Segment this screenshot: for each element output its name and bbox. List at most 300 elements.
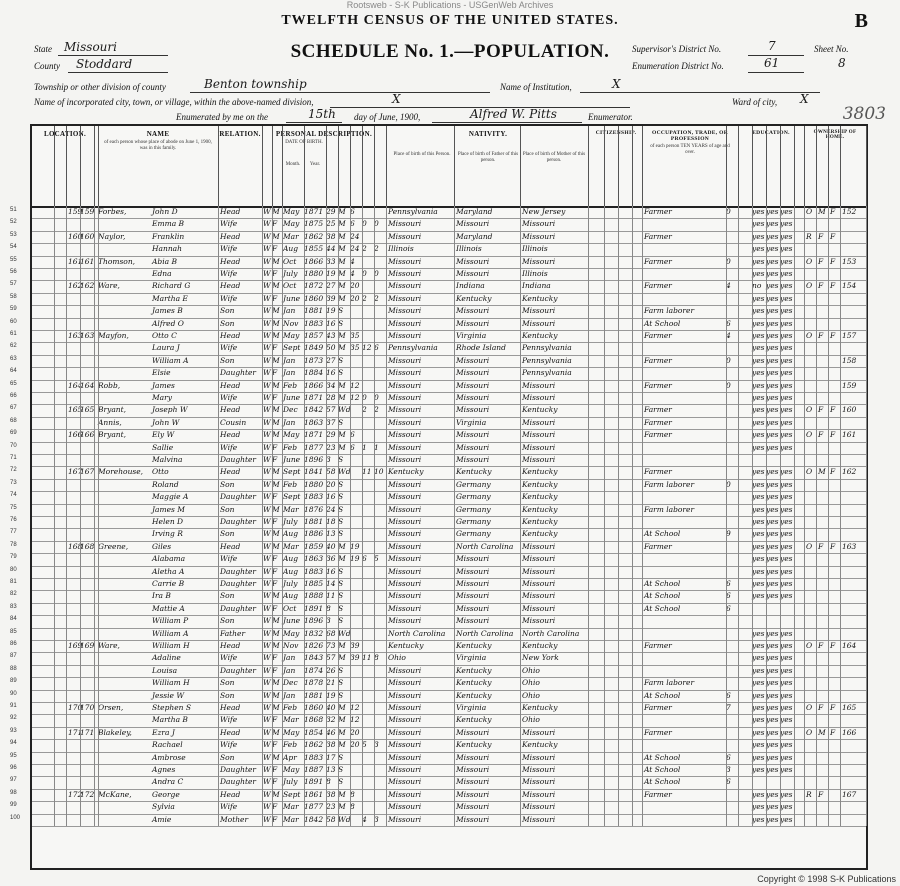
cell-occ: Farmer xyxy=(644,405,672,415)
cell-ms: M xyxy=(338,256,346,266)
cell-r: yes xyxy=(752,579,765,588)
cell-r: yes xyxy=(752,231,765,241)
cell-fm: F xyxy=(818,789,824,799)
cell-sur: Forbes, xyxy=(98,207,127,216)
cell-r: yes xyxy=(752,628,765,638)
cell-r: yes xyxy=(752,479,765,489)
cell-c: W xyxy=(263,269,271,278)
cell-rel: Wife xyxy=(220,554,238,564)
cell-mo: June xyxy=(283,616,301,626)
cell-li: 8 xyxy=(374,653,379,663)
cell-w: yes xyxy=(766,814,779,824)
cell-hf: F xyxy=(830,541,836,551)
cell-m: Kentucky xyxy=(522,504,558,514)
census-table xyxy=(30,124,868,870)
cell-yrs: 39 xyxy=(350,641,360,650)
cell-sp: yes xyxy=(780,281,793,291)
cell-w: yes xyxy=(766,765,779,774)
cell-p: Missouri xyxy=(388,219,422,229)
cell-occ: Farmer xyxy=(644,417,672,427)
cell-ms: S xyxy=(338,504,344,514)
cell-c: W xyxy=(263,765,271,774)
cell-fn: 163 xyxy=(842,541,857,551)
cell-yr: 1855 xyxy=(304,244,324,254)
cell-hf: F xyxy=(830,405,836,415)
cell-mo: May xyxy=(283,219,300,229)
cell-given: Amie xyxy=(152,814,172,824)
enum-label: Enumerated by me on the xyxy=(176,112,268,122)
cell-age: 27 xyxy=(326,281,336,291)
cell-fn: 162 xyxy=(842,467,857,477)
cell-f: North Carolina xyxy=(456,628,514,638)
cell-rel: Head xyxy=(220,380,241,390)
cell-e1: 0 xyxy=(726,380,731,390)
table-row xyxy=(32,442,866,455)
cell-mo: Jan xyxy=(283,690,296,700)
cell-f: Missouri xyxy=(456,579,490,588)
cell-sp: yes xyxy=(780,690,793,700)
cell-fn: 166 xyxy=(842,727,857,737)
cell-yrs: 6 xyxy=(350,442,355,452)
cell-ms: S xyxy=(338,318,344,328)
cell-f: Missouri xyxy=(456,802,490,812)
cell-yr: 1860 xyxy=(304,293,324,303)
cell-sp: yes xyxy=(780,479,793,489)
cell-fn: 164 xyxy=(842,641,857,650)
cell-given: John W xyxy=(152,417,180,427)
cell-hf: F xyxy=(830,231,836,241)
cell-yr: 1859 xyxy=(304,541,324,551)
cell-rel: Wife xyxy=(220,740,238,750)
cell-age: 23 xyxy=(326,442,336,452)
cell-f: Kentucky xyxy=(456,715,492,725)
cell-w: yes xyxy=(766,653,779,663)
table-row xyxy=(32,256,866,269)
cell-sp: yes xyxy=(780,318,793,328)
cell-w: yes xyxy=(766,703,779,712)
cell-sp: yes xyxy=(780,591,793,601)
cell-ms: M xyxy=(338,740,346,750)
cell-p: Missouri xyxy=(388,727,422,737)
table-header xyxy=(32,126,866,208)
cell-m: Missouri xyxy=(522,442,556,452)
row-number: 79 xyxy=(10,554,17,561)
cell-f: Missouri xyxy=(456,368,490,378)
cell-r: yes xyxy=(752,715,765,725)
cell-f: Maryland xyxy=(456,231,493,241)
cell-mo: Sept xyxy=(283,492,301,502)
cell-given: Mary xyxy=(152,393,172,402)
row-number: 94 xyxy=(10,740,17,747)
cell-r: yes xyxy=(752,504,765,514)
cell-ms: M xyxy=(338,442,346,452)
cell-sp: yes xyxy=(780,554,793,564)
cell-p: Missouri xyxy=(388,789,422,799)
cell-age: 19 xyxy=(326,306,336,316)
cell-age: 19 xyxy=(326,690,336,700)
cell-e1: 6 xyxy=(726,603,731,613)
cell-ms: S xyxy=(338,665,344,675)
cell-m: Missouri xyxy=(522,417,556,427)
cell-sp: yes xyxy=(780,789,793,799)
row-number: 76 xyxy=(10,517,17,523)
row-number: 68 xyxy=(10,417,17,424)
cell-p: Missouri xyxy=(388,690,422,700)
cell-r: yes xyxy=(752,566,765,576)
cell-age: 68 xyxy=(326,628,336,638)
cell-sp: yes xyxy=(780,715,793,725)
cell-yr: 1832 xyxy=(304,628,324,638)
cell-w: yes xyxy=(766,504,779,514)
cell-given: James B xyxy=(152,306,183,316)
cell-m: Missouri xyxy=(522,802,556,812)
cell-rel: Daughter xyxy=(220,517,256,526)
cell-r: yes xyxy=(752,541,765,551)
row-number: 91 xyxy=(10,703,17,709)
cell-mo: Mar xyxy=(283,802,299,812)
cell-yr: 1854 xyxy=(304,727,324,737)
cell-age: 16 xyxy=(326,492,336,502)
cell-rel: Daughter xyxy=(220,492,256,502)
cell-dw: 159 xyxy=(68,207,83,216)
cell-s: M xyxy=(272,331,280,340)
row-number: 80 xyxy=(10,566,17,573)
cell-yr: 1841 xyxy=(304,467,324,477)
cell-f: Maryland xyxy=(456,207,493,216)
cell-given: Agnes xyxy=(152,765,176,774)
cell-s: F xyxy=(272,368,278,378)
cell-occ: Farmer xyxy=(644,256,672,266)
cell-m: Ohio xyxy=(522,678,540,688)
cell-rel: Daughter xyxy=(220,603,256,613)
cell-hf: F xyxy=(830,430,836,440)
cell-ms: M xyxy=(338,802,346,812)
cell-sp: yes xyxy=(780,740,793,750)
cell-fn: 152 xyxy=(842,207,857,216)
cell-ms: S xyxy=(338,579,344,588)
cell-yr: 1881 xyxy=(304,306,324,316)
cell-mo: July xyxy=(283,269,298,278)
cell-yrs: 24 xyxy=(350,231,360,241)
header-year: Year. xyxy=(309,162,321,167)
cell-mo: June xyxy=(283,393,301,402)
cell-fm: F xyxy=(818,541,824,551)
cell-w: yes xyxy=(766,343,779,353)
cell-mb: 11 xyxy=(362,467,372,477)
cell-m: Missouri xyxy=(522,306,556,316)
cell-f: Missouri xyxy=(456,219,490,229)
cell-r: yes xyxy=(752,244,765,254)
cell-rel: Son xyxy=(220,306,235,316)
cell-ms: S xyxy=(338,455,344,464)
cell-rel: Mother xyxy=(220,814,249,824)
cell-p: Missouri xyxy=(388,281,422,291)
cell-rel: Head xyxy=(220,331,241,340)
cell-rel: Wife xyxy=(220,219,238,229)
header-occ-sub: of each person TEN YEARS of age and over. xyxy=(650,144,730,155)
row-number: 82 xyxy=(10,591,17,598)
cell-rel: Son xyxy=(220,504,235,514)
cell-sp: yes xyxy=(780,442,793,452)
table-row xyxy=(32,640,866,653)
cell-occ: Farmer xyxy=(644,231,672,241)
cell-given: Edna xyxy=(152,269,172,278)
cell-occ: Farmer xyxy=(644,789,672,799)
cell-sp: yes xyxy=(780,641,793,650)
cell-sur: Bryant, xyxy=(98,405,127,415)
cell-sur: Ware, xyxy=(98,641,120,650)
cell-rel: Son xyxy=(220,355,235,365)
cell-ms: M xyxy=(338,703,346,712)
cell-fam: 168 xyxy=(80,541,95,551)
cell-rel: Head xyxy=(220,541,241,551)
cell-occ: At School xyxy=(644,591,681,601)
table-row xyxy=(32,776,866,789)
cell-fam: 169 xyxy=(80,641,95,650)
cell-s: M xyxy=(272,430,280,440)
cell-given: Aletha A xyxy=(152,566,185,576)
cell-mo: Aug xyxy=(283,244,299,254)
cell-yrs: 20 xyxy=(350,740,360,750)
cell-w: yes xyxy=(766,641,779,650)
cell-fam: 167 xyxy=(80,467,95,477)
cell-sp: yes xyxy=(780,355,793,365)
row-number: 60 xyxy=(10,318,17,325)
cell-mb: 1 xyxy=(362,442,367,452)
cell-s: M xyxy=(272,789,280,799)
row-number: 95 xyxy=(10,752,17,759)
cell-occ: Farm laborer xyxy=(644,678,695,688)
cell-p: Missouri xyxy=(388,455,422,464)
cell-p: Pennsylvania xyxy=(388,343,438,353)
cell-sp: yes xyxy=(780,467,793,477)
cell-fn: 160 xyxy=(842,405,857,415)
cell-age: 14 xyxy=(326,579,336,588)
cell-ms: S xyxy=(338,492,344,502)
cell-s: M xyxy=(272,727,280,737)
row-number: 81 xyxy=(10,579,17,585)
cell-w: yes xyxy=(766,355,779,365)
cell-p: Missouri xyxy=(388,529,422,539)
row-number: 59 xyxy=(10,306,17,313)
cell-given: Roland xyxy=(152,479,179,489)
cell-sp: yes xyxy=(780,293,793,303)
row-number: 93 xyxy=(10,727,17,734)
cell-p: Missouri xyxy=(388,355,422,365)
cell-occ: Farmer xyxy=(644,727,672,737)
cell-s: F xyxy=(272,814,278,824)
cell-w: yes xyxy=(766,715,779,725)
cell-given: Andra C xyxy=(152,777,184,787)
cell-yr: 1868 xyxy=(304,715,324,725)
cell-p: Missouri xyxy=(388,603,422,613)
row-number: 92 xyxy=(10,715,17,722)
cell-fam: 171 xyxy=(80,727,95,737)
cell-e1: 4 xyxy=(726,281,731,291)
cell-e1: 4 xyxy=(726,331,731,340)
cell-fm: F xyxy=(818,256,824,266)
cell-c: W xyxy=(263,430,271,440)
cell-sp: yes xyxy=(780,529,793,539)
cell-mo: Mar xyxy=(283,504,299,514)
cell-f: Kentucky xyxy=(456,740,492,750)
cell-yr: 1878 xyxy=(304,678,324,688)
cell-f: Missouri xyxy=(456,566,490,576)
cell-sp: yes xyxy=(780,579,793,588)
table-row xyxy=(32,454,866,467)
cell-p: Missouri xyxy=(388,765,422,774)
cell-mo: Nov xyxy=(283,318,299,328)
cell-r: yes xyxy=(752,306,765,316)
cell-sur: Naylor, xyxy=(98,231,126,241)
cell-sp: yes xyxy=(780,678,793,688)
cell-fm: M xyxy=(818,467,826,477)
cell-dw: 161 xyxy=(68,256,83,266)
table-row xyxy=(32,330,866,343)
cell-p: Missouri xyxy=(388,430,422,440)
cell-sp: yes xyxy=(780,653,793,663)
cell-hf: F xyxy=(830,641,836,650)
cell-mo: Oct xyxy=(283,256,297,266)
cell-r: yes xyxy=(752,256,765,266)
cell-sp: yes xyxy=(780,269,793,278)
cell-yrs: 35 xyxy=(350,343,360,353)
table-row xyxy=(32,243,866,256)
cell-m: Kentucky xyxy=(522,293,558,303)
cell-mo: May xyxy=(283,331,300,340)
cell-yr: 1881 xyxy=(304,517,324,526)
cell-m: Missouri xyxy=(522,579,556,588)
cell-s: M xyxy=(272,306,280,316)
cell-c: W xyxy=(263,690,271,700)
cell-fam: 161 xyxy=(80,256,95,266)
table-row xyxy=(32,615,866,628)
cell-f: Missouri xyxy=(456,603,490,613)
cell-m: Kentucky xyxy=(522,479,558,489)
cell-li: 0 xyxy=(374,269,379,278)
cell-e1: 3 xyxy=(726,765,731,774)
cell-yrs: 39 xyxy=(350,653,360,663)
table-row xyxy=(32,504,866,517)
cell-c: W xyxy=(263,628,271,638)
cell-fm: F xyxy=(818,641,824,650)
row-number: 55 xyxy=(10,256,17,263)
cell-s: F xyxy=(272,566,278,576)
county-value: Stoddard xyxy=(76,57,133,71)
row-number: 99 xyxy=(10,802,17,809)
cell-m: Missouri xyxy=(522,765,556,774)
cell-mo: Mar xyxy=(283,541,299,551)
cell-fn: 158 xyxy=(842,355,857,365)
cell-p: Missouri xyxy=(388,554,422,564)
cell-li: 5 xyxy=(374,554,379,564)
table-row xyxy=(32,429,866,442)
cell-r: yes xyxy=(752,269,765,278)
cell-r: yes xyxy=(752,207,765,216)
cell-m: Kentucky xyxy=(522,467,558,477)
cell-w: yes xyxy=(766,492,779,502)
cell-r: yes xyxy=(752,293,765,303)
cell-m: Kentucky xyxy=(522,517,558,526)
cell-fm: F xyxy=(818,430,824,440)
cell-m: Missouri xyxy=(522,541,556,551)
cell-e1: 6 xyxy=(726,752,731,762)
cell-mo: July xyxy=(283,579,298,588)
cell-c: W xyxy=(263,380,271,390)
cell-hf: F xyxy=(830,703,836,712)
cell-ms: S xyxy=(338,752,344,762)
cell-c: W xyxy=(263,591,271,601)
cell-sp: yes xyxy=(780,504,793,514)
cell-ms: S xyxy=(338,306,344,316)
cell-f: Missouri xyxy=(456,318,490,328)
cell-f: Missouri xyxy=(456,405,490,415)
cell-given: Richard G xyxy=(152,281,191,291)
cell-p: Missouri xyxy=(388,293,422,303)
cell-rel: Head xyxy=(220,641,241,650)
header-ownership: OWNERSHIP OF HOME. xyxy=(813,130,857,140)
cell-hf: F xyxy=(830,727,836,737)
cell-yr: 1861 xyxy=(304,789,324,799)
cell-yr: 1887 xyxy=(304,765,324,774)
cell-f: Germany xyxy=(456,529,491,539)
supervisor-value: 7 xyxy=(768,39,776,53)
cell-c: W xyxy=(263,752,271,762)
cell-given: William H xyxy=(152,678,190,688)
cell-p: Missouri xyxy=(388,256,422,266)
cell-ms: M xyxy=(338,219,346,229)
cell-c: W xyxy=(263,318,271,328)
table-row xyxy=(32,814,866,827)
table-row xyxy=(32,677,866,690)
cell-c: W xyxy=(263,293,271,303)
cell-mb: 4 xyxy=(362,814,367,824)
cell-o: O xyxy=(806,641,813,650)
cell-given: Alfred O xyxy=(152,318,184,328)
cell-r: yes xyxy=(752,814,765,824)
cell-ms: M xyxy=(338,653,346,663)
cell-o: O xyxy=(806,541,813,551)
cell-given: John D xyxy=(152,207,178,216)
cell-p: North Carolina xyxy=(388,628,446,638)
cell-w: yes xyxy=(766,727,779,737)
cell-r: yes xyxy=(752,591,765,601)
table-row xyxy=(32,652,866,665)
cell-m: Missouri xyxy=(522,616,556,626)
cell-age: 17 xyxy=(326,752,336,762)
cell-occ: Farmer xyxy=(644,281,672,291)
cell-yr: 1842 xyxy=(304,405,324,415)
cell-m: Ohio xyxy=(522,690,540,700)
cell-li: 2 xyxy=(374,244,379,254)
cell-age: 57 xyxy=(326,653,336,663)
cell-yrs: 19 xyxy=(350,541,360,551)
cell-age: 38 xyxy=(326,231,336,241)
cell-o: O xyxy=(806,207,813,216)
cell-yr: 1885 xyxy=(304,579,324,588)
cell-f: Missouri xyxy=(456,616,490,626)
cell-yr: 1826 xyxy=(304,641,324,650)
cell-s: F xyxy=(272,393,278,402)
cell-sp: yes xyxy=(780,417,793,427)
cell-c: W xyxy=(263,814,271,824)
cell-p: Missouri xyxy=(388,740,422,750)
cell-sur: Annis, xyxy=(98,417,122,427)
cell-s: M xyxy=(272,417,280,427)
cell-age: 40 xyxy=(326,703,336,712)
cell-mo: Oct xyxy=(283,603,297,613)
cell-fm: F xyxy=(818,331,824,340)
